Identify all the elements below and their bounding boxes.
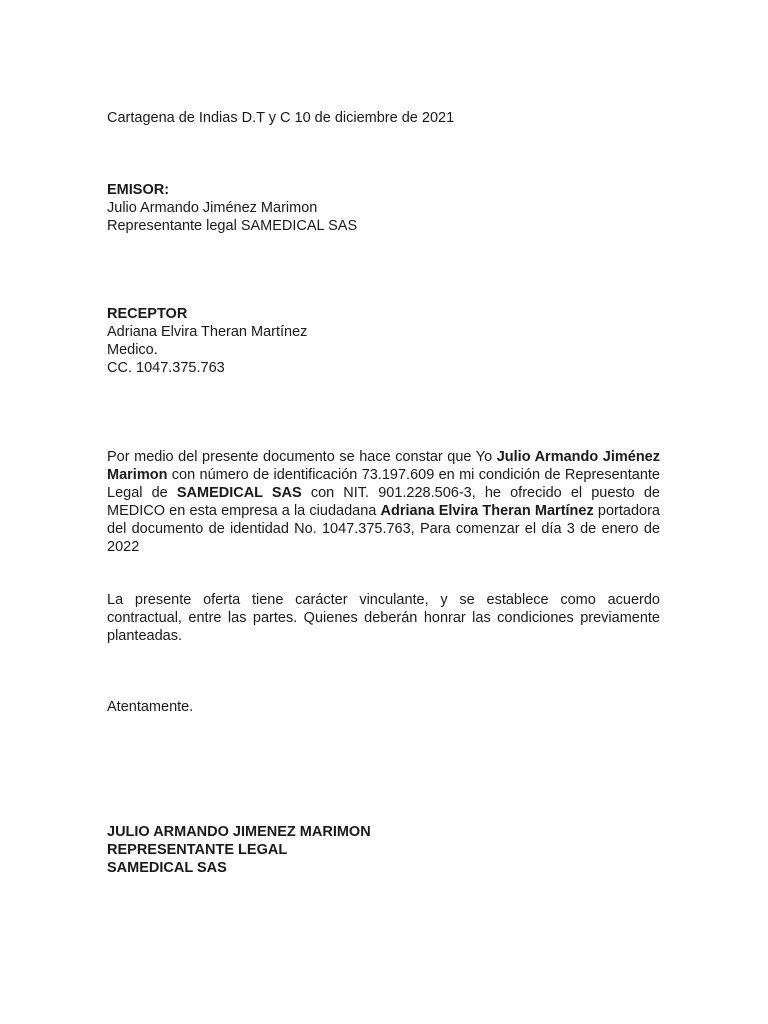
signature-title: REPRESENTANTE LEGAL bbox=[107, 842, 288, 858]
body1-text-3: con NIT. 901.228.506-3, he ofrecido el puesto de MEDICO en esta empresa a la ciudadana bbox=[107, 485, 660, 519]
emisor-block bbox=[107, 181, 660, 235]
signature-company: SAMEDICAL SAS bbox=[107, 860, 227, 876]
closing-block bbox=[107, 698, 660, 716]
body1-receptor-name: Adriana Elvira Theran Martínez bbox=[380, 503, 594, 519]
closing-text: Atentamente. bbox=[107, 699, 194, 715]
body1-text-4: portadora del documento de identidad No. 1047.375.763, Para comenzar el día 3 de enero de 2022 bbox=[107, 503, 660, 555]
receptor-id: CC. 1047.375.763 bbox=[107, 360, 225, 376]
receptor-profession: Medico. bbox=[107, 342, 158, 358]
body-paragraph-1 bbox=[107, 448, 660, 556]
receptor-block bbox=[107, 305, 660, 377]
receptor-heading: RECEPTOR bbox=[107, 306, 188, 322]
body-paragraph-2 bbox=[107, 591, 660, 645]
body1-emisor-name: Julio Armando Jiménez Marimon bbox=[107, 449, 660, 483]
signature-block bbox=[107, 823, 660, 877]
signature-name: JULIO ARMANDO JIMENEZ MARIMON bbox=[107, 824, 371, 840]
emisor-heading: EMISOR: bbox=[107, 182, 170, 198]
body-paragraph-1-text bbox=[107, 448, 660, 556]
emisor-name: Julio Armando Jiménez Marimon bbox=[107, 200, 318, 216]
body-paragraph-2-text: La presente oferta tiene carácter vinculante, y se establece como acuerdo contractual, entre las partes. Quienes deberán honrar las condiciones previamente planteadas. bbox=[107, 592, 660, 644]
receptor-name: Adriana Elvira Theran Martínez bbox=[107, 324, 308, 340]
body1-company: SAMEDICAL SAS bbox=[176, 485, 302, 501]
date-line bbox=[107, 109, 660, 127]
emisor-role: Representante legal SAMEDICAL SAS bbox=[107, 218, 358, 234]
body1-text-2: con número de identificación 73.197.609 en mi condición de Representante Legal de bbox=[107, 467, 660, 501]
date-text: Cartagena de Indias D.T y C 10 de diciembre de 2021 bbox=[107, 110, 455, 126]
body1-text-1: Por medio del presente documento se hace constar que Yo bbox=[107, 449, 497, 465]
